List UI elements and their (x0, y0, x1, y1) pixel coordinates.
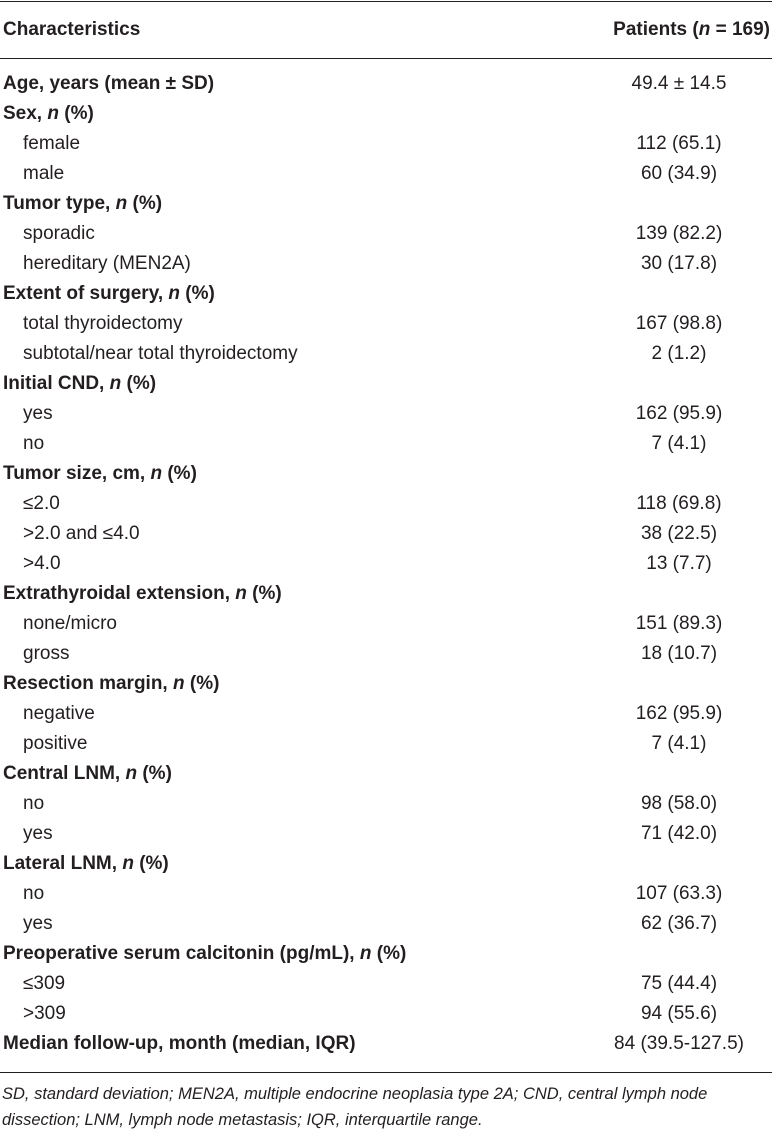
row-value: 71 (42.0) (640, 823, 718, 844)
row-value: 18 (10.7) (640, 643, 718, 664)
label-suffix: (%) (133, 853, 169, 874)
label-text: Sex, (3, 103, 48, 124)
label-suffix: (%) (371, 943, 407, 964)
label-suffix: (%) (127, 193, 163, 214)
category-label (0, 193, 772, 215)
table-row (0, 249, 772, 279)
category-label (0, 283, 772, 305)
label-text: no (23, 883, 45, 904)
row-value: 107 (63.3) (635, 883, 723, 904)
table-row (0, 729, 772, 759)
row-value: 98 (58.0) (640, 793, 718, 814)
label-text: Tumor type, (3, 193, 116, 214)
table-category-row (0, 579, 772, 609)
table-category-row (0, 189, 772, 219)
table-category-row (0, 939, 772, 969)
label-text: ≤2.0 (23, 493, 60, 514)
n-symbol: n (235, 583, 247, 604)
header-patients (613, 19, 770, 41)
row-value: 118 (69.8) (636, 493, 722, 514)
category-label (0, 103, 772, 125)
n-symbol: n (109, 373, 122, 394)
row-value: 62 (36.7) (640, 913, 718, 934)
label-text: total thyroidectomy (23, 313, 183, 334)
label-text: >309 (23, 1003, 66, 1024)
category-label (0, 673, 772, 695)
category-label (0, 853, 772, 875)
table-row (0, 159, 772, 189)
table-row (0, 129, 772, 159)
n-symbol: n (122, 853, 134, 874)
label-text: no (23, 793, 45, 814)
label-suffix: (%) (246, 583, 282, 604)
row-value: 151 (89.3) (635, 613, 723, 634)
label-text: Median follow-up, month (median, IQR) (3, 1033, 356, 1054)
n-symbol: n (359, 943, 372, 964)
header-patients-suffix: = 169) (710, 19, 770, 40)
table-body (0, 59, 772, 1059)
label-text: female (23, 133, 81, 154)
label-text: none/micro (23, 613, 117, 634)
characteristics-table (0, 1, 772, 1133)
label-text: Tumor size, cm, (3, 463, 151, 484)
label-text: yes (23, 913, 53, 934)
n-symbol: n (173, 673, 185, 694)
table-row (0, 999, 772, 1029)
label-text: male (23, 163, 65, 184)
table-row (0, 519, 772, 549)
n-symbol: n (47, 103, 59, 124)
header-patients-prefix: Patients ( (613, 19, 699, 40)
table-row (0, 609, 772, 639)
label-suffix: (%) (162, 463, 197, 484)
label-text: subtotal/near total thyroidectomy (23, 343, 298, 364)
label-suffix: (%) (184, 673, 220, 694)
category-label (0, 373, 772, 395)
label-suffix: (%) (180, 283, 215, 304)
table-row (0, 639, 772, 669)
row-value: 162 (95.9) (635, 703, 723, 724)
category-label (0, 583, 772, 605)
label-text: gross (23, 643, 70, 664)
n-symbol: n (150, 463, 163, 484)
label-suffix: (%) (137, 763, 172, 784)
label-text: sporadic (23, 223, 95, 244)
label-text: Resection margin, (3, 673, 173, 694)
table-row (0, 819, 772, 849)
table-category-row (0, 459, 772, 489)
table-row (0, 399, 772, 429)
table-category-row (0, 279, 772, 309)
label-text: yes (23, 823, 53, 844)
table-row (0, 339, 772, 369)
row-value: 94 (55.6) (640, 1003, 718, 1024)
table-header-row (0, 2, 772, 58)
label-text: Age, years (mean ± SD) (3, 73, 215, 94)
label-text: yes (23, 403, 53, 424)
n-symbol: n (125, 763, 138, 784)
row-value: 84 (39.5-127.5) (614, 1033, 744, 1054)
category-label (0, 763, 772, 785)
table-category-row (0, 369, 772, 399)
row-value: 2 (1.2) (651, 343, 707, 364)
row-value: 139 (82.2) (635, 223, 723, 244)
table-category-row (0, 99, 772, 129)
row-value: 167 (98.8) (635, 313, 723, 334)
label-text: Extent of surgery, (3, 283, 169, 304)
table-row (0, 909, 772, 939)
row-value: 112 (65.1) (636, 133, 722, 154)
category-label (0, 463, 772, 485)
table-category-row (0, 669, 772, 699)
row-value: 7 (4.1) (651, 733, 707, 754)
table-row (0, 549, 772, 579)
label-text: negative (23, 703, 95, 724)
table-row (0, 489, 772, 519)
label-text: Central LNM, (3, 763, 126, 784)
label-text: positive (23, 733, 88, 754)
n-symbol: n (115, 193, 128, 214)
table-footnote: SD, standard deviation; MEN2A, multiple endocrine neoplasia type 2A; CND, central lymph node dissection; LNM, lymph node metastasis; IQR, interquartile range. (2, 1085, 708, 1129)
table-category-row (0, 69, 772, 99)
label-text: Lateral LNM, (3, 853, 123, 874)
row-value: 38 (22.5) (640, 523, 718, 544)
row-value: 162 (95.9) (635, 403, 723, 424)
label-text: Extrathyroidal extension, (3, 583, 236, 604)
table-category-row (0, 849, 772, 879)
label-text: no (23, 433, 45, 454)
table-row (0, 879, 772, 909)
table-row (0, 219, 772, 249)
label-text: Preoperative serum calcitonin (pg/mL), (3, 943, 360, 964)
label-text: Initial CND, (3, 373, 110, 394)
table-row (0, 309, 772, 339)
row-value: 49.4 ± 14.5 (631, 73, 727, 94)
header-patients-n: n (698, 19, 711, 40)
label-text: hereditary (MEN2A) (23, 253, 191, 274)
label-text: >4.0 (23, 553, 61, 574)
label-suffix: (%) (58, 103, 94, 124)
table-row (0, 789, 772, 819)
row-value: 13 (7.7) (646, 553, 712, 574)
table-row (0, 699, 772, 729)
row-value: 30 (17.8) (640, 253, 718, 274)
n-symbol: n (168, 283, 181, 304)
label-suffix: (%) (121, 373, 157, 394)
table-category-row (0, 759, 772, 789)
table-row (0, 969, 772, 999)
category-label (0, 943, 772, 965)
label-text: ≤309 (23, 973, 66, 994)
row-value: 60 (34.9) (640, 163, 718, 184)
header-characteristics: Characteristics (3, 19, 141, 40)
table-category-row (0, 1029, 772, 1059)
row-value: 75 (44.4) (640, 973, 718, 994)
row-value: 7 (4.1) (651, 433, 707, 454)
table-row (0, 429, 772, 459)
label-text: >2.0 and ≤4.0 (23, 523, 140, 544)
